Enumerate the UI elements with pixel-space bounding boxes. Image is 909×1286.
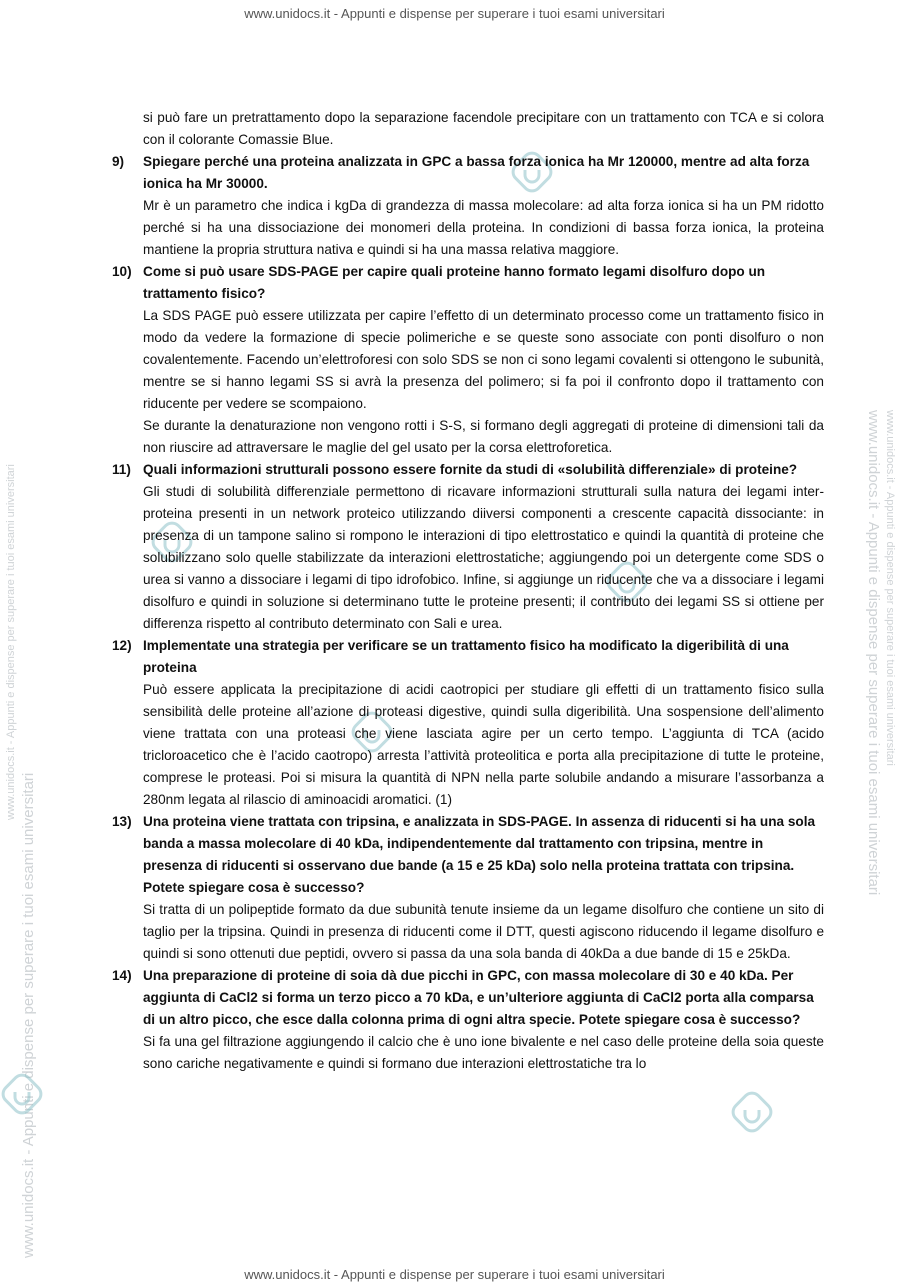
question-item-12 xyxy=(112,635,824,811)
question-number: 14) xyxy=(112,968,132,983)
continuation-paragraph: si può fare un pretrattamento dopo la separazione facendole precipitare con un trattamento con TCA e si colora con il colorante Comassie Blue. xyxy=(143,110,824,147)
question-text: Spiegare perché una proteina analizzata in GPC a bassa forza ionica ha Mr 120000, mentre ad alta forza ionica ha Mr 30000. xyxy=(143,154,810,191)
watermark-side-text-left-inner: www.unidocs.it - Appunti e dispense per superare i tuoi esami universitari xyxy=(5,464,17,820)
answer-paragraph: Può essere applicata la precipitazione di acidi caotropici per studiare gli effetti di un trattamento fisico sulla sensibilità delle proteine all’azione di proteasi digestive, quindi sulla digeribilità. Una sospensione dell’alimento viene trattata con una proteasi che viene lasciata agire per un certo tempo. L’aggiunta di TCA (acido tricloroacetico che è l’acido caotropo) arresta l’attività proteolitica e porta alla precipitazione di tutte le proteine, comprese le proteasi. Poi si misura la quantità di NPN nella parte solubile andando a misurare l’assorbanza a 280nm legata al rilascio di aminoacidi aromatici. (1) xyxy=(143,682,824,807)
question-text: Quali informazioni strutturali possono essere fornite da studi di «solubilità differenziale» di proteine? xyxy=(143,462,798,477)
question-text: Una preparazione di proteine di soia dà due picchi in GPC, con massa molecolare di 30 e 40 kDa. Per aggiunta di CaCl2 si forma un terzo picco a 70 kDa, e un’ulteriore aggiunta di CaCl2 porta alla comparsa di un altro picco, che esce dalla colonna prima di ogni altra specie. Potete spiegare cosa è successo? xyxy=(143,968,814,1027)
footer-banner: www.unidocs.it - Appunti e dispense per superare i tuoi esami universitari xyxy=(244,1267,665,1282)
answer-paragraph: Se durante la denaturazione non vengono rotti i S-S, si formano degli aggregati di proteine di dimensioni tali da non riuscire ad attraversare le maglie del gel usato per la corsa elettroforetica. xyxy=(143,418,824,455)
watermark-side-text-left: www.unidocs.it - Appunti e dispense per superare i tuoi esami universitari xyxy=(20,772,37,1258)
watermark-side-text-right: www.unidocs.it - Appunti e dispense per superare i tuoi esami universitari xyxy=(865,410,882,896)
question-item-13 xyxy=(112,811,824,965)
question-text: Come si può usare SDS-PAGE per capire quali proteine hanno formato legami disolfuro dopo un trattamento fisico? xyxy=(143,264,766,301)
answer-paragraph: Mr è un parametro che indica i kgDa di grandezza di massa molecolare: ad alta forza ionica si ha un PM ridotto perché si ha una dissociazione dei monomeri della proteina. In condizioni di bassa forza ionica, la proteina mantiene la propria struttura nativa e quindi si ha una massa relativa maggiore. xyxy=(143,198,824,257)
question-number: 12) xyxy=(112,638,132,653)
question-text: Una proteina viene trattata con tripsina, e analizzata in SDS-PAGE. In assenza di riducenti si ha una sola banda a massa molecolare di 40 kDa, indipendentemente dal trattamento con tripsina, mentre in presenza di riducenti si osservano due bande (a 15 e 25 kDa) solo nella proteina trattata con tripsina. Potete spiegare cosa è successo? xyxy=(143,814,816,895)
answer-paragraph: Gli studi di solubilità differenziale permettono di ricavare informazioni strutturali sulla natura dei legami inter-proteina presenti in un network proteico utilizzando diiversi componenti a crescente capacità dissociante: in presenza di un tampone salino si rompono le interazioni di tipo elettrostatico e quindi la quantità di proteine che solubilizzano solo quelle stabilizzate da interazioni elettrostatiche; aggiungendo poi un detergente come SDS o urea si vanno a dissociare i legami di tipo idrofobico. Infine, si aggiunge un riducente che va a dissociare i legami disolfuro e quindi in soluzione si determinano tutte le proteine presenti; il contributo dei legami SS si ottiene per differenza rispetto al contributo determinato con Sali e urea. xyxy=(143,484,824,631)
question-item-10 xyxy=(112,261,824,459)
watermark-side-text-right-inner: www.unidocs.it - Appunti e dispense per superare i tuoi esami universitari xyxy=(884,410,896,766)
question-item-11 xyxy=(112,459,824,635)
answer-paragraph: Si tratta di un polipeptide formato da due subunità tenute insieme da un legame disolfuro che contiene un sito di taglio per la tripsina. Quindi in presenza di riducenti come il DTT, questi agiscono riducendo il legame disolfuro e quindi si sono ottenuti due peptidi, ovvero si passa da una sola banda di 40kDa a due bande di 15 e 25kDa. xyxy=(143,902,824,961)
unidocs-logo-icon xyxy=(0,1072,44,1116)
answer-paragraph: Si fa una gel filtrazione aggiungendo il calcio che è uno ione bivalente e nel caso delle proteine della soia queste sono cariche negativamente e quindi si formano due interazioni elettrostatiche tra lo xyxy=(143,1034,824,1071)
unidocs-logo-icon xyxy=(730,1090,774,1134)
answer-paragraph: La SDS PAGE può essere utilizzata per capire l’effetto di un determinato processo come un trattamento fisico in modo da vedere la formazione di specie polimeriche e se queste sono associate con ponti disolfuro o non covalentemente. Facendo un’elettroforesi con solo SDS se non ci sono legami covalenti si ottengono le subunità, mentre se si hanno legami SS si avrà la presenza del polimero; si fa poi il confronto dopo il trattamento con riducente per vedere se scompaiono. xyxy=(143,308,824,411)
question-number: 11) xyxy=(112,462,131,477)
question-text: Implementate una strategia per verificare se un trattamento fisico ha modificato la digeribilità di una proteina xyxy=(143,638,789,675)
question-number: 13) xyxy=(112,814,132,829)
document-body xyxy=(112,107,824,1075)
header-banner: www.unidocs.it - Appunti e dispense per superare i tuoi esami universitari xyxy=(244,6,665,21)
question-number: 10) xyxy=(112,264,132,279)
question-item-14 xyxy=(112,965,824,1075)
question-number: 9) xyxy=(112,154,125,169)
question-item-9 xyxy=(112,151,824,261)
